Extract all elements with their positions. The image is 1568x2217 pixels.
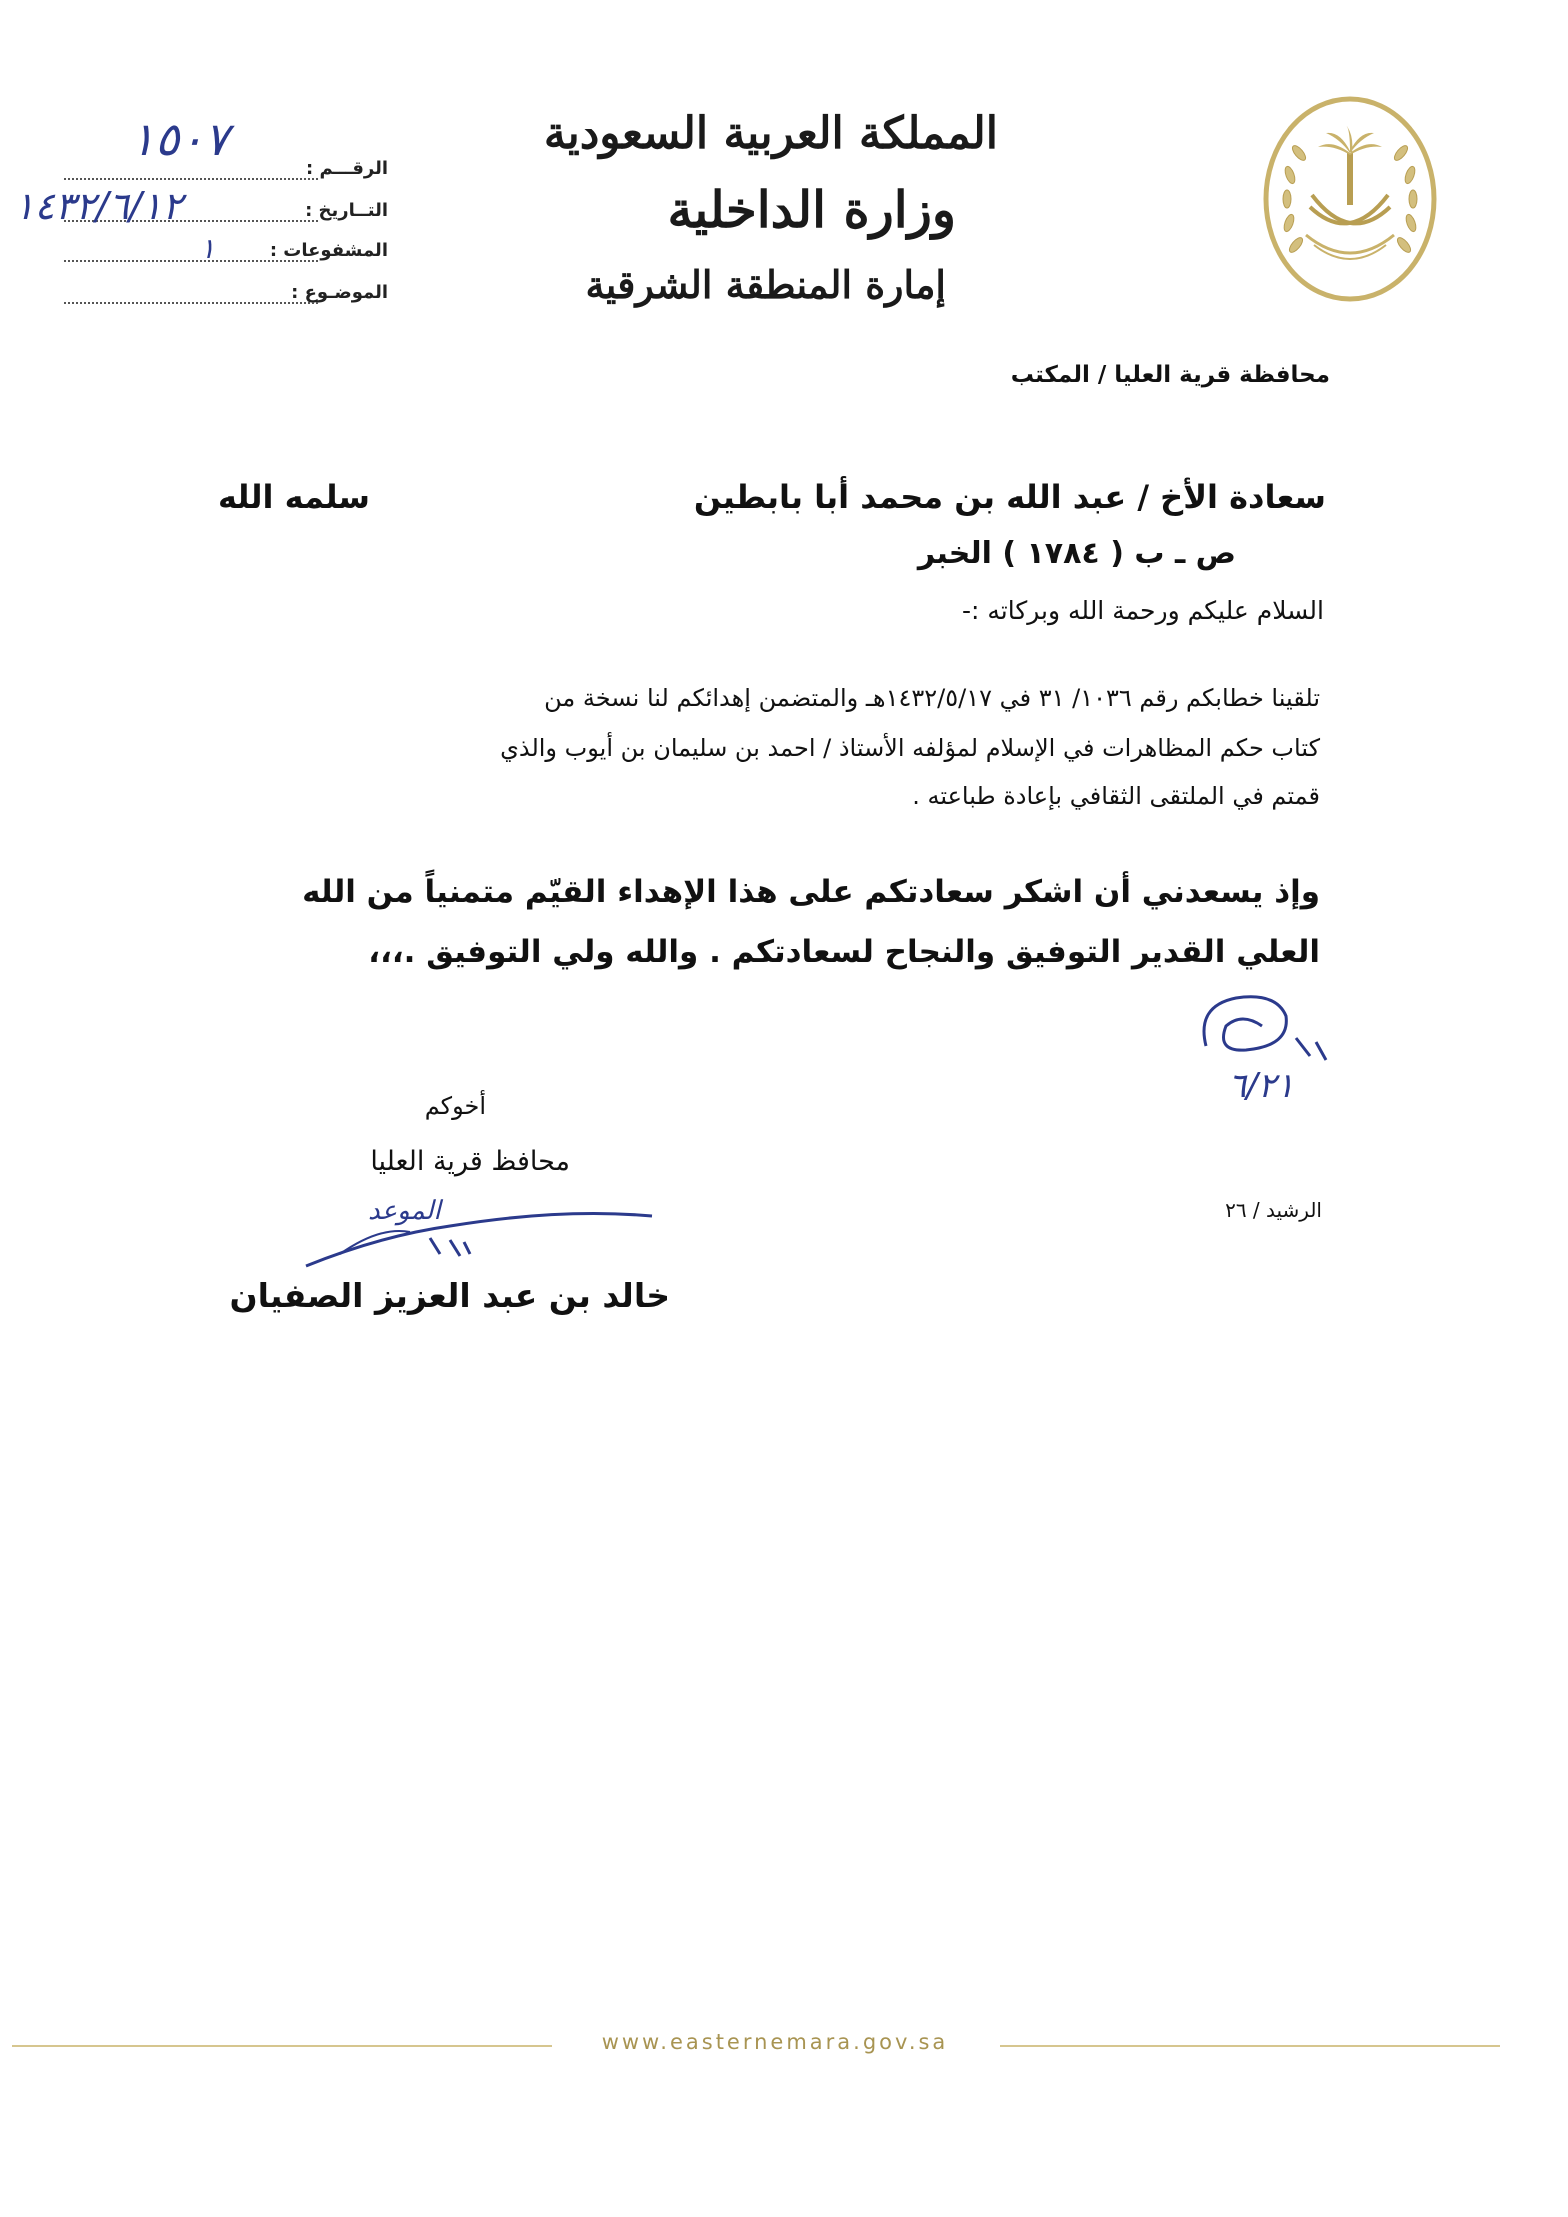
office-line: محافظة قرية العليا / المكتب [1010, 362, 1330, 388]
saudi-emblem-icon [1262, 95, 1438, 303]
reference-attachments-label: المشفوعات : [269, 240, 388, 261]
reference-attachments-value: ١ [200, 232, 216, 265]
signature-handwritten-word: الموعد [368, 1196, 441, 1226]
closing-word: أخوكم [424, 1092, 486, 1120]
paragraph1-line2: كتاب حكم المظاهرات في الإسلام لمؤلفه الأستاذ / احمد بن سليمان بن أيوب والذي [500, 734, 1320, 762]
reference-number-value: ١٥٠٧ [130, 112, 229, 166]
footer-website: www.easternemara.gov.sa [601, 2030, 949, 2054]
reference-date-value: ١٤٣٢/٦/١٢ [14, 184, 183, 228]
paragraph2-line2: العلي القدير التوفيق والنجاح لسعادتكم . والله ولي التوفيق .،،، [368, 934, 1320, 970]
emirate-title: إمارة المنطقة الشرقية [585, 262, 946, 307]
reference-date-label: التــاريخ : [305, 200, 388, 221]
reference-subject-label: الموضـوع : [291, 282, 388, 303]
reference-subject-line [64, 300, 318, 304]
reference-number-label: الرقـــم : [306, 158, 388, 179]
footer-rule-left [12, 2045, 552, 2047]
margin-date-note: ٦/٢١ [1228, 1066, 1295, 1106]
reference-attachments-line [64, 258, 318, 262]
footer-rule-right [1000, 2045, 1500, 2047]
paragraph1-line3: قمتم في الملتقى الثقافي بإعادة طباعته . [912, 782, 1320, 810]
signatory-name: خالد بن عبد العزيز الصفيان [229, 1276, 670, 1315]
routing-code: الرشيد / ٢٦ [1225, 1198, 1322, 1222]
paragraph2-line1: وإذ يسعدني أن اشكر سعادتكم على هذا الإهداء القيّم متمنياً من الله [302, 874, 1320, 910]
signature-stroke-icon [300, 1196, 660, 1276]
signatory-title: محافظ قرية العليا [370, 1146, 570, 1177]
recipient-line: سعادة الأخ / عبد الله بن محمد أبا بابطين [693, 478, 1326, 516]
kingdom-title: المملكة العربية السعودية [543, 108, 998, 159]
paragraph1-line1: تلقينا خطابكم رقم ١٠٣٦/ ٣١ في ١٤٣٢/٥/١٧هـ والمتضمن إهدائكم لنا نسخة من [544, 684, 1320, 712]
greeting-line: السلام عليكم ورحمة الله وبركاته :- [961, 596, 1324, 625]
reference-number-line [64, 176, 318, 180]
honorific: سلمه الله [218, 478, 370, 516]
ministry-title: وزارة الداخلية [667, 180, 956, 239]
address-line: ص ـ ب ( ١٧٨٤ ) الخبر [917, 536, 1236, 571]
